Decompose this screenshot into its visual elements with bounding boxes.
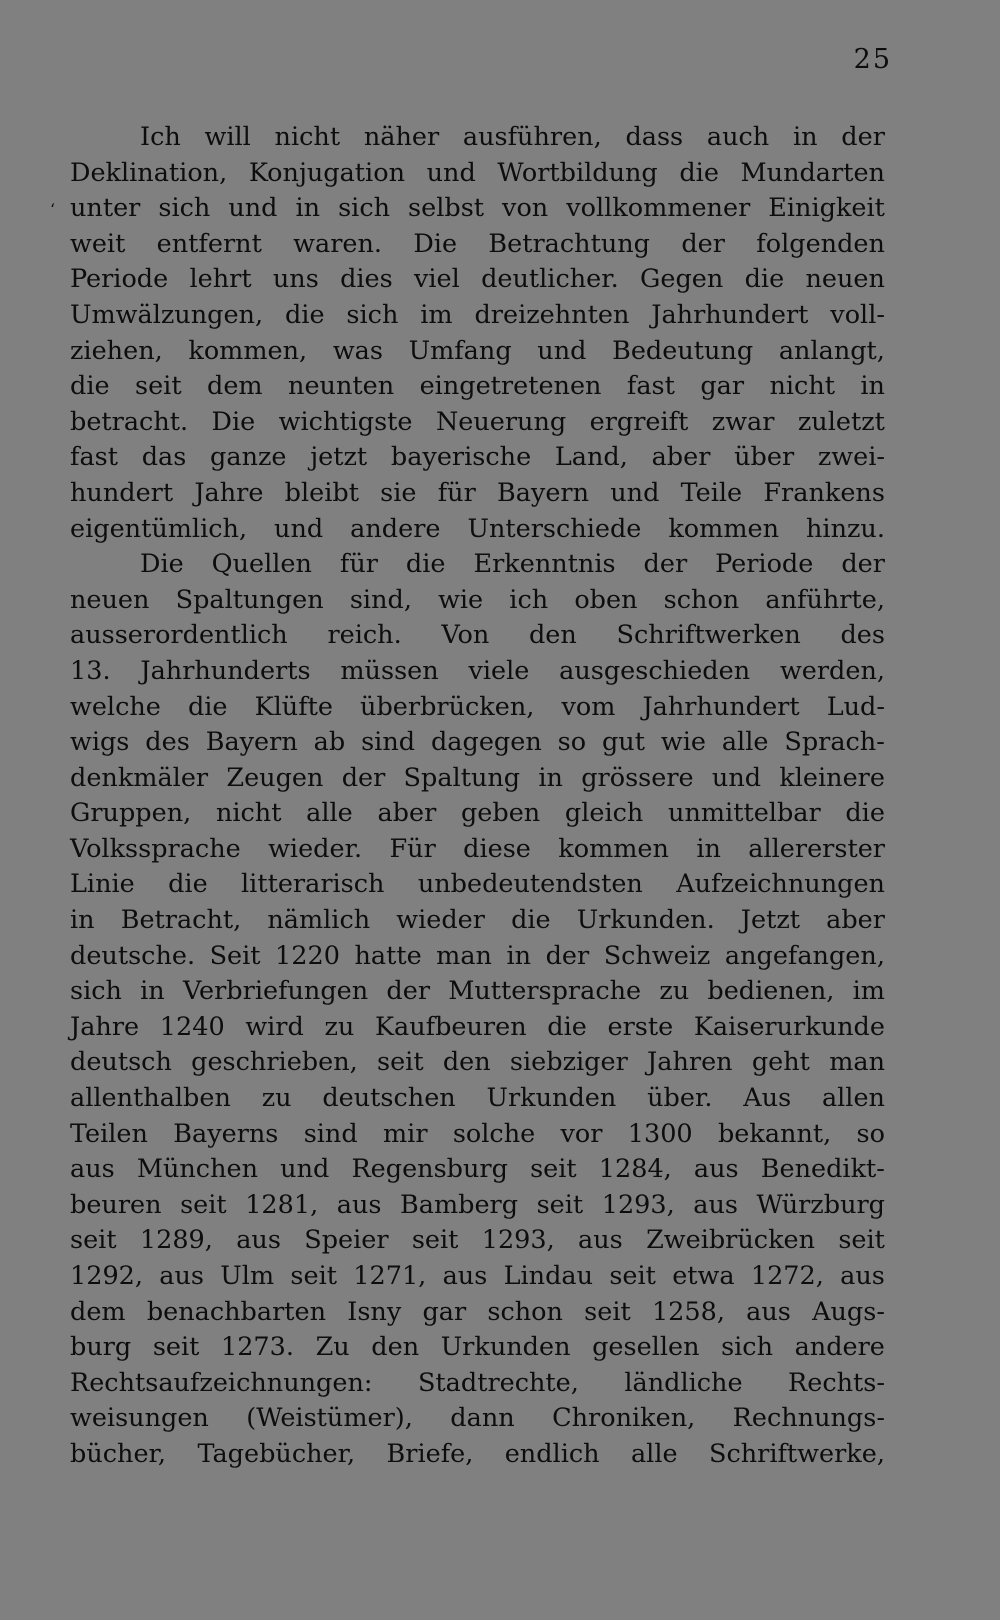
text-line: deutsch geschrieben, seit den siebziger Jahren geht man [70, 1047, 885, 1078]
text-line: hundert Jahre bleibt sie für Bayern und Teile Frankens [70, 477, 885, 508]
text-line: dem benachbarten Isny gar schon seit 1258, aus Augs- [70, 1296, 885, 1327]
text-line: Jahre 1240 wird zu Kaufbeuren die erste Kaiserurkunde [70, 1011, 885, 1042]
text-line: welche die Klüfte überbrücken, vom Jahrhundert Lud- [70, 691, 885, 722]
text-line: fast das ganze jetzt bayerische Land, aber über zwei- [70, 442, 885, 473]
text-line: seit 1289, aus Speier seit 1293, aus Zweibrücken seit [70, 1225, 885, 1256]
text-line: die seit dem neunten eingetretenen fast gar nicht in [70, 371, 885, 402]
stray-mark: ‘ [50, 200, 56, 219]
text-line: Volkssprache wieder. Für diese kommen in allererster [70, 833, 885, 864]
text-line: 13. Jahrhunderts müssen viele ausgeschieden werden, [70, 655, 885, 686]
text-line: Teilen Bayerns sind mir solche vor 1300 bekannt, so [70, 1118, 885, 1149]
text-line: sich in Verbriefungen der Muttersprache zu bedienen, im [70, 976, 885, 1007]
text-line: ziehen, kommen, was Umfang und Bedeutung anlangt, [70, 335, 885, 366]
text-line: Gruppen, nicht alle aber geben gleich unmittelbar die [70, 798, 885, 829]
text-line: in Betracht, nämlich wieder die Urkunden. Jetzt aber [70, 905, 885, 936]
text-line: Umwälzungen, die sich im dreizehnten Jahrhundert voll- [70, 299, 885, 330]
text-line: Die Quellen für die Erkenntnis der Periode der [140, 549, 885, 580]
text-line: eigentümlich, und andere Unterschiede kommen hinzu. [70, 513, 885, 544]
text-line: Periode lehrt uns dies viel deutlicher. Gegen die neuen [70, 264, 885, 295]
page-number: 25 [853, 44, 892, 75]
text-line: 1292, aus Ulm seit 1271, aus Lindau seit etwa 1272, aus [70, 1261, 885, 1291]
text-line: burg seit 1273. Zu den Urkunden gesellen sich andere [70, 1332, 885, 1363]
text-line: aus München und Regensburg seit 1284, aus Benedikt- [70, 1154, 885, 1185]
text-line: neuen Spaltungen sind, wie ich oben schon anführte, [70, 584, 885, 615]
text-line: Ich will nicht näher ausführen, dass auch in der [140, 122, 885, 152]
text-line: Deklination, Konjugation und Wortbildung die Mundarten [70, 157, 885, 188]
text-line: deutsche. Seit 1220 hatte man in der Schweiz angefangen, [70, 940, 885, 971]
text-line: wigs des Bayern ab sind dagegen so gut wie alle Sprach- [70, 727, 885, 758]
text-line: Rechtsaufzeichnungen: Stadtrechte, ländliche Rechts- [70, 1367, 885, 1398]
text-line: weisungen (Weistümer), dann Chroniken, Rechnungs- [70, 1403, 885, 1434]
text-line: ausserordentlich reich. Von den Schriftwerken des [70, 620, 885, 651]
text-line: bücher, Tagebücher, Briefe, endlich alle Schriftwerke, [70, 1438, 885, 1469]
text-line: betracht. Die wichtigste Neuerung ergreift zwar zuletzt [70, 406, 885, 437]
text-line: denkmäler Zeugen der Spaltung in grössere und kleinere [70, 762, 885, 793]
text-line: allenthalben zu deutschen Urkunden über. Aus allen [70, 1083, 885, 1114]
body-text [70, 120, 885, 1473]
text-line: beuren seit 1281, aus Bamberg seit 1293, aus Würzburg [70, 1189, 885, 1220]
text-line: weit entfernt waren. Die Betrachtung der folgenden [70, 228, 885, 259]
text-line: Linie die litterarisch unbedeutendsten Aufzeichnungen [70, 869, 885, 900]
text-line: unter sich und in sich selbst von vollkommener Einigkeit [70, 193, 885, 224]
